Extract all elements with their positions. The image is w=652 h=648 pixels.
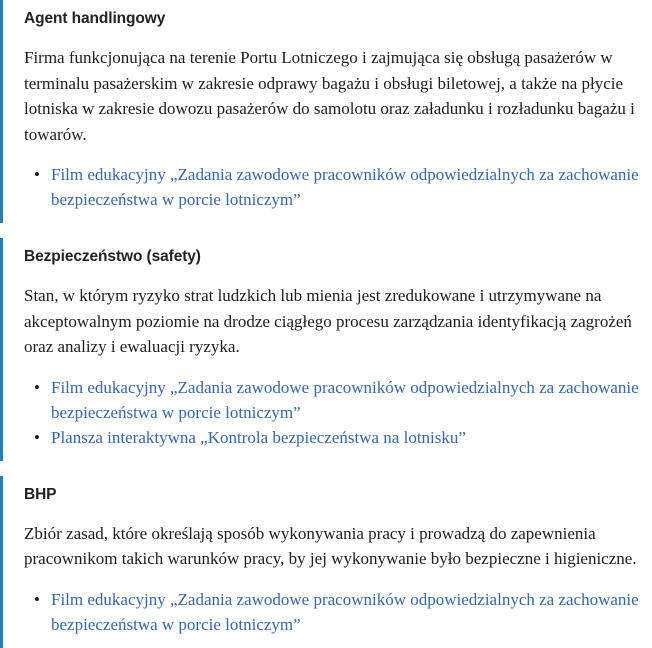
bullet-icon: •: [34, 589, 40, 609]
entry-spacer: [24, 212, 652, 221]
entry-definition: Firma funkcjonująca na terenie Portu Lotniczego i zajmująca się obsługą pasażerów w terminalu pasażerskim w zakresie odprawy bagażu i obsługi biletowej, a także na płycie lotniska w zakresie dowozu pasażerów do samolotu oraz załadunku i rozładunku bagażu i towarów.: [24, 48, 635, 144]
entry-title: BHP: [24, 485, 57, 503]
list-item: [24, 162, 643, 212]
list-item: [24, 587, 643, 637]
bullet-icon: •: [34, 165, 40, 185]
entry-title: Agent handlingowy: [24, 10, 166, 27]
entry-resource-list: [24, 360, 652, 450]
entry-definition: Stan, w którym ryzyko strat ludzkich lub mienia jest zredukowane i utrzymywane na akceptowalnym poziomie na drodze ciągłego procesu zarządzania identyfikacją zagrożeń oraz analizy i ewaluacji ryzyka.: [24, 286, 632, 357]
entry-spacer: [24, 450, 652, 459]
glossary-entry: [0, 476, 652, 648]
glossary-entry: [0, 238, 652, 461]
entry-resource-list: [24, 147, 652, 212]
resource-link[interactable]: Film edukacyjny „Zadania zawodowe pracowników odpowiedzialnych za zachowanie bezpieczeństwa w porcie lotniczym”: [51, 377, 639, 422]
entry-resource-list: [24, 572, 652, 637]
resource-link[interactable]: Film edukacyjny „Zadania zawodowe pracowników odpowiedzialnych za zachowanie bezpieczeństwa w porcie lotniczym”: [51, 165, 639, 210]
bullet-icon: •: [34, 427, 40, 447]
entry-title: Bezpieczeństwo (safety): [24, 248, 201, 266]
list-item: [24, 375, 643, 425]
bullet-icon: •: [34, 377, 40, 397]
entry-spacer: [24, 637, 652, 646]
entry-definition: Zbiór zasad, które określają sposób wykonywania pracy i prowadzą do zapewnienia pracownikom takich warunków pracy, by jej wykonywanie było bezpieczne i higieniczne.: [24, 523, 637, 569]
list-item: [24, 425, 643, 450]
resource-link[interactable]: Plansza interaktywna „Kontrola bezpieczeństwa na lotnisku”: [51, 427, 466, 447]
glossary-entry: [0, 0, 652, 223]
resource-link[interactable]: Film edukacyjny „Zadania zawodowe pracowników odpowiedzialnych za zachowanie bezpieczeństwa w porcie lotniczym”: [51, 589, 639, 634]
